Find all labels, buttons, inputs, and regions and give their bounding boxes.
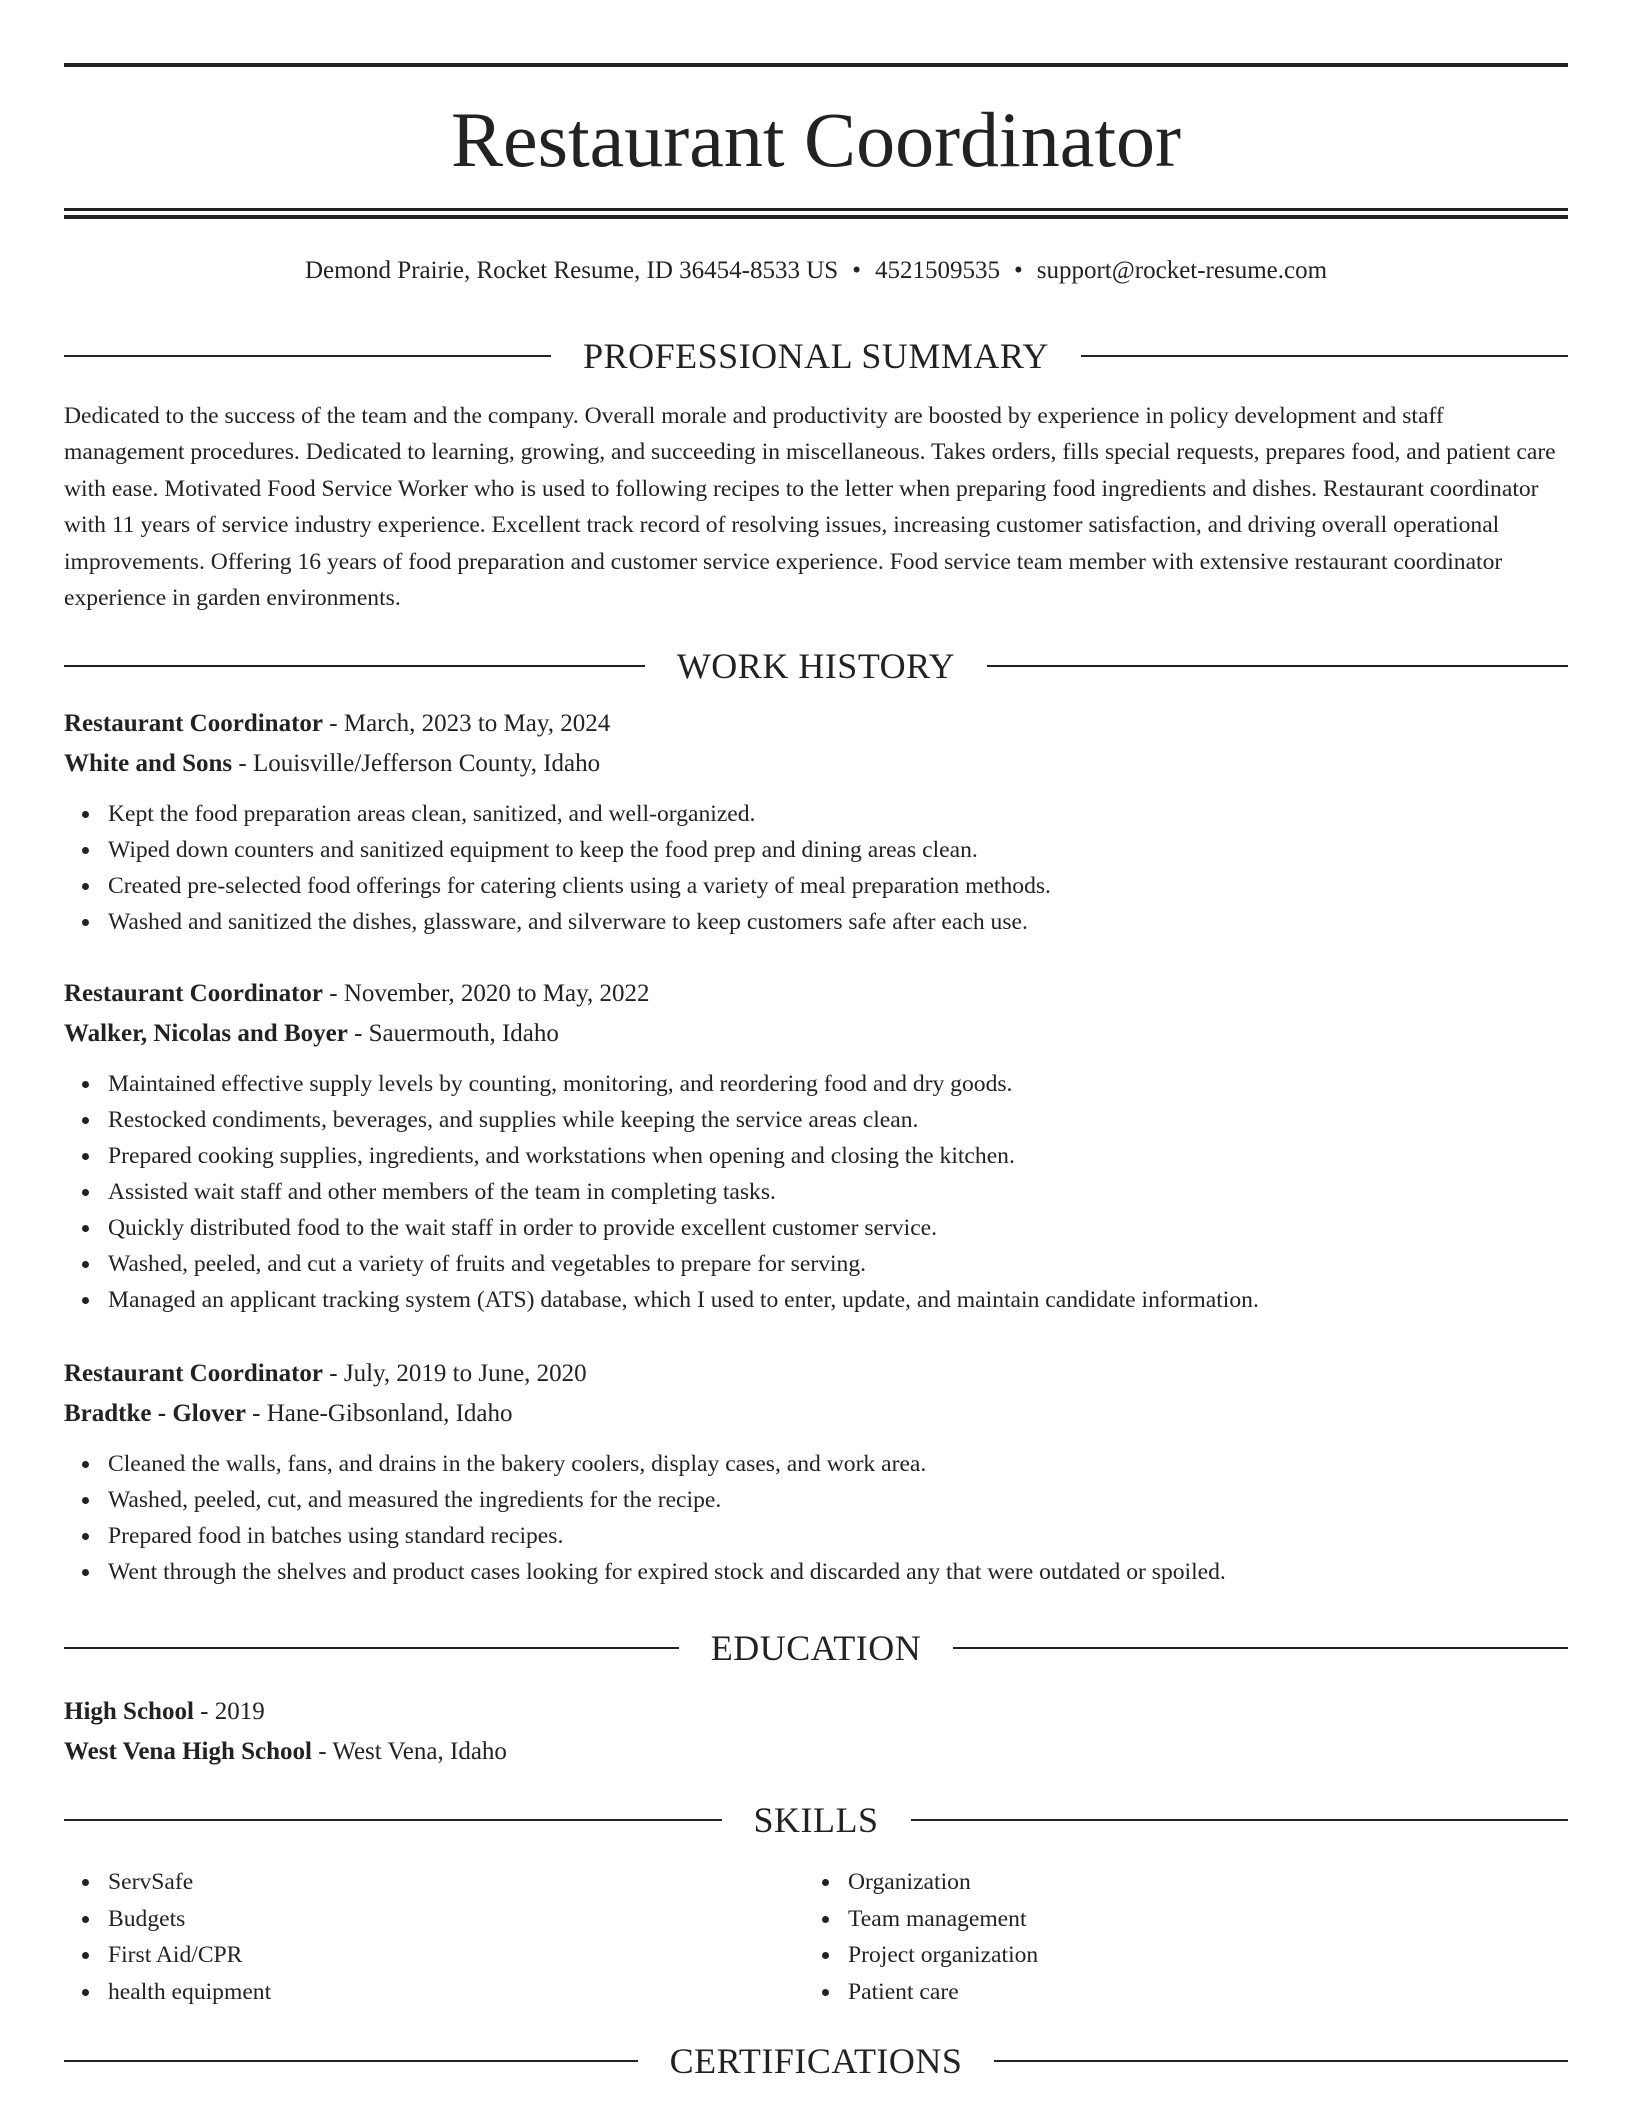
job-title-line (64, 1354, 1568, 1394)
header-divider-upper (64, 208, 1568, 211)
job-duty: Restocked condiments, beverages, and supplies while keeping the service areas clean. (108, 1102, 1568, 1138)
contact-line (64, 254, 1568, 288)
job-duty: Assisted wait staff and other members of the team in completing tasks. (108, 1174, 1568, 1210)
section-rule-right (987, 665, 1568, 667)
section-title-summary: PROFESSIONAL SUMMARY (583, 336, 1049, 376)
contact-separator: • (1013, 257, 1023, 284)
education-location: - West Vena, Idaho (311, 1738, 507, 1765)
job-duty: Created pre-selected food offerings for catering clients using a variety of meal preparation methods. (108, 868, 1568, 904)
header-top-rule (64, 63, 1568, 67)
professional-summary-text: Dedicated to the success of the team and the company. Overall morale and productivity are boosted by experience in policy development and staff management procedures. Dedicated to learning, growing, and succeeding in miscellaneous. Takes orders, fills special requests, prepares food, and patient care with ease. Motivated Food Service Worker who is used to following recipes to the letter when preparing food ingredients and dishes. Restaurant coordinator with 11 years of service industry experience. Excellent track record of resolving issues, increasing customer satisfaction, and driving overall operational improvements. Offering 16 years of food preparation and customer service experience. Food service team member with extensive restaurant coordinator experience in garden environments. (64, 403, 1556, 612)
section-rule-left (64, 2060, 638, 2062)
job-duty: Washed, peeled, cut, and measured the ingredients for the recipe. (108, 1482, 1568, 1518)
job-company: Walker, Nicolas and Boyer (64, 1020, 348, 1047)
job-entry (64, 704, 1568, 940)
section-rule-left (64, 355, 551, 357)
section-rule-left (64, 665, 645, 667)
skill-item: Budgets (108, 1901, 804, 1938)
contact-phone: 4521509535 (874, 257, 1000, 284)
job-duty: Quickly distributed food to the wait staff in order to provide excellent customer service. (108, 1210, 1568, 1246)
section-rule-right (1081, 355, 1568, 357)
section-rule-right (953, 1647, 1568, 1649)
skill-item: First Aid/CPR (108, 1937, 804, 1974)
job-location: - Hane-Gibsonland, Idaho (245, 1400, 513, 1427)
contact-email: support@rocket-resume.com (1036, 257, 1328, 284)
job-duty: Wiped down counters and sanitized equipment to keep the food prep and dining areas clean. (108, 832, 1568, 868)
skill-item: Team management (848, 1901, 1544, 1938)
section-header-skills (64, 1798, 1568, 1842)
header-divider-lower (64, 215, 1568, 219)
education-school: West Vena High School (64, 1738, 312, 1765)
resume-name-heading: Restaurant Coordinator (451, 96, 1181, 183)
section-rule-left (64, 1647, 679, 1649)
job-company-line (64, 1014, 1568, 1054)
job-duty: Maintained effective supply levels by counting, monitoring, and reordering food and dry goods. (108, 1066, 1568, 1102)
contact-address: Demond Prairie, Rocket Resume, ID 36454-8533 US (304, 257, 839, 284)
job-duty: Washed, peeled, and cut a variety of fruits and vegetables to prepare for serving. (108, 1246, 1568, 1282)
job-entry (64, 1354, 1568, 1590)
skills-column-right (804, 1864, 1544, 2010)
section-title-certifications: CERTIFICATIONS (669, 2041, 963, 2081)
section-rule-right (911, 1819, 1569, 1821)
skill-item: Project organization (848, 1937, 1544, 1974)
job-duty: Washed and sanitized the dishes, glassware, and silverware to keep customers safe after each use. (108, 904, 1568, 940)
section-title-work-history: WORK HISTORY (676, 646, 956, 686)
education-degree: High School (64, 1698, 194, 1725)
job-company: Bradtke - Glover (64, 1400, 246, 1427)
job-dates: - March, 2023 to May, 2024 (323, 710, 611, 737)
section-rule-right (994, 2060, 1568, 2062)
skills-list (64, 1864, 1568, 2010)
job-duty: Prepared food in batches using standard recipes. (108, 1518, 1568, 1554)
job-title: Restaurant Coordinator (64, 980, 324, 1007)
skill-item: Organization (848, 1864, 1544, 1901)
job-company-line (64, 744, 1568, 784)
job-duty: Cleaned the walls, fans, and drains in the bakery coolers, display cases, and work area. (108, 1446, 1568, 1482)
job-duty: Prepared cooking supplies, ingredients, and workstations when opening and closing the kitchen. (108, 1138, 1568, 1174)
skill-item: Patient care (848, 1974, 1544, 2011)
education-degree-line (64, 1692, 1568, 1732)
job-duty: Kept the food preparation areas clean, sanitized, and well-organized. (108, 796, 1568, 832)
section-title-education: EDUCATION (710, 1628, 922, 1668)
job-duty: Went through the shelves and product cases looking for expired stock and discarded any that were outdated or spoiled. (108, 1554, 1568, 1590)
section-title-skills: SKILLS (753, 1800, 879, 1840)
job-location: - Louisville/Jefferson County, Idaho (232, 750, 601, 777)
job-duties-list (64, 1066, 1568, 1318)
job-entry (64, 974, 1568, 1318)
job-title-line (64, 974, 1568, 1014)
education-year: - 2019 (193, 1698, 265, 1725)
section-header-summary (64, 334, 1568, 378)
job-dates: - July, 2019 to June, 2020 (323, 1360, 587, 1387)
skills-column-left (64, 1864, 804, 2010)
education-school-line (64, 1732, 1568, 1772)
job-duty: Managed an applicant tracking system (ATS) database, which I used to enter, update, and maintain candidate information. (108, 1282, 1568, 1318)
job-location: - Sauermouth, Idaho (347, 1020, 559, 1047)
section-rule-left (64, 1819, 722, 1821)
section-header-education (64, 1626, 1568, 1670)
job-company: White and Sons (64, 750, 233, 777)
job-duties-list (64, 1446, 1568, 1590)
skill-item: health equipment (108, 1974, 804, 2011)
job-dates: - November, 2020 to May, 2022 (323, 980, 650, 1007)
job-title: Restaurant Coordinator (64, 710, 324, 737)
job-title-line (64, 704, 1568, 744)
education-entry (64, 1692, 1568, 1772)
section-header-work-history (64, 644, 1568, 688)
job-duties-list (64, 796, 1568, 940)
job-title: Restaurant Coordinator (64, 1360, 324, 1387)
job-company-line (64, 1394, 1568, 1434)
skill-item: ServSafe (108, 1864, 804, 1901)
section-header-certifications (64, 2039, 1568, 2083)
contact-separator: • (852, 257, 861, 284)
